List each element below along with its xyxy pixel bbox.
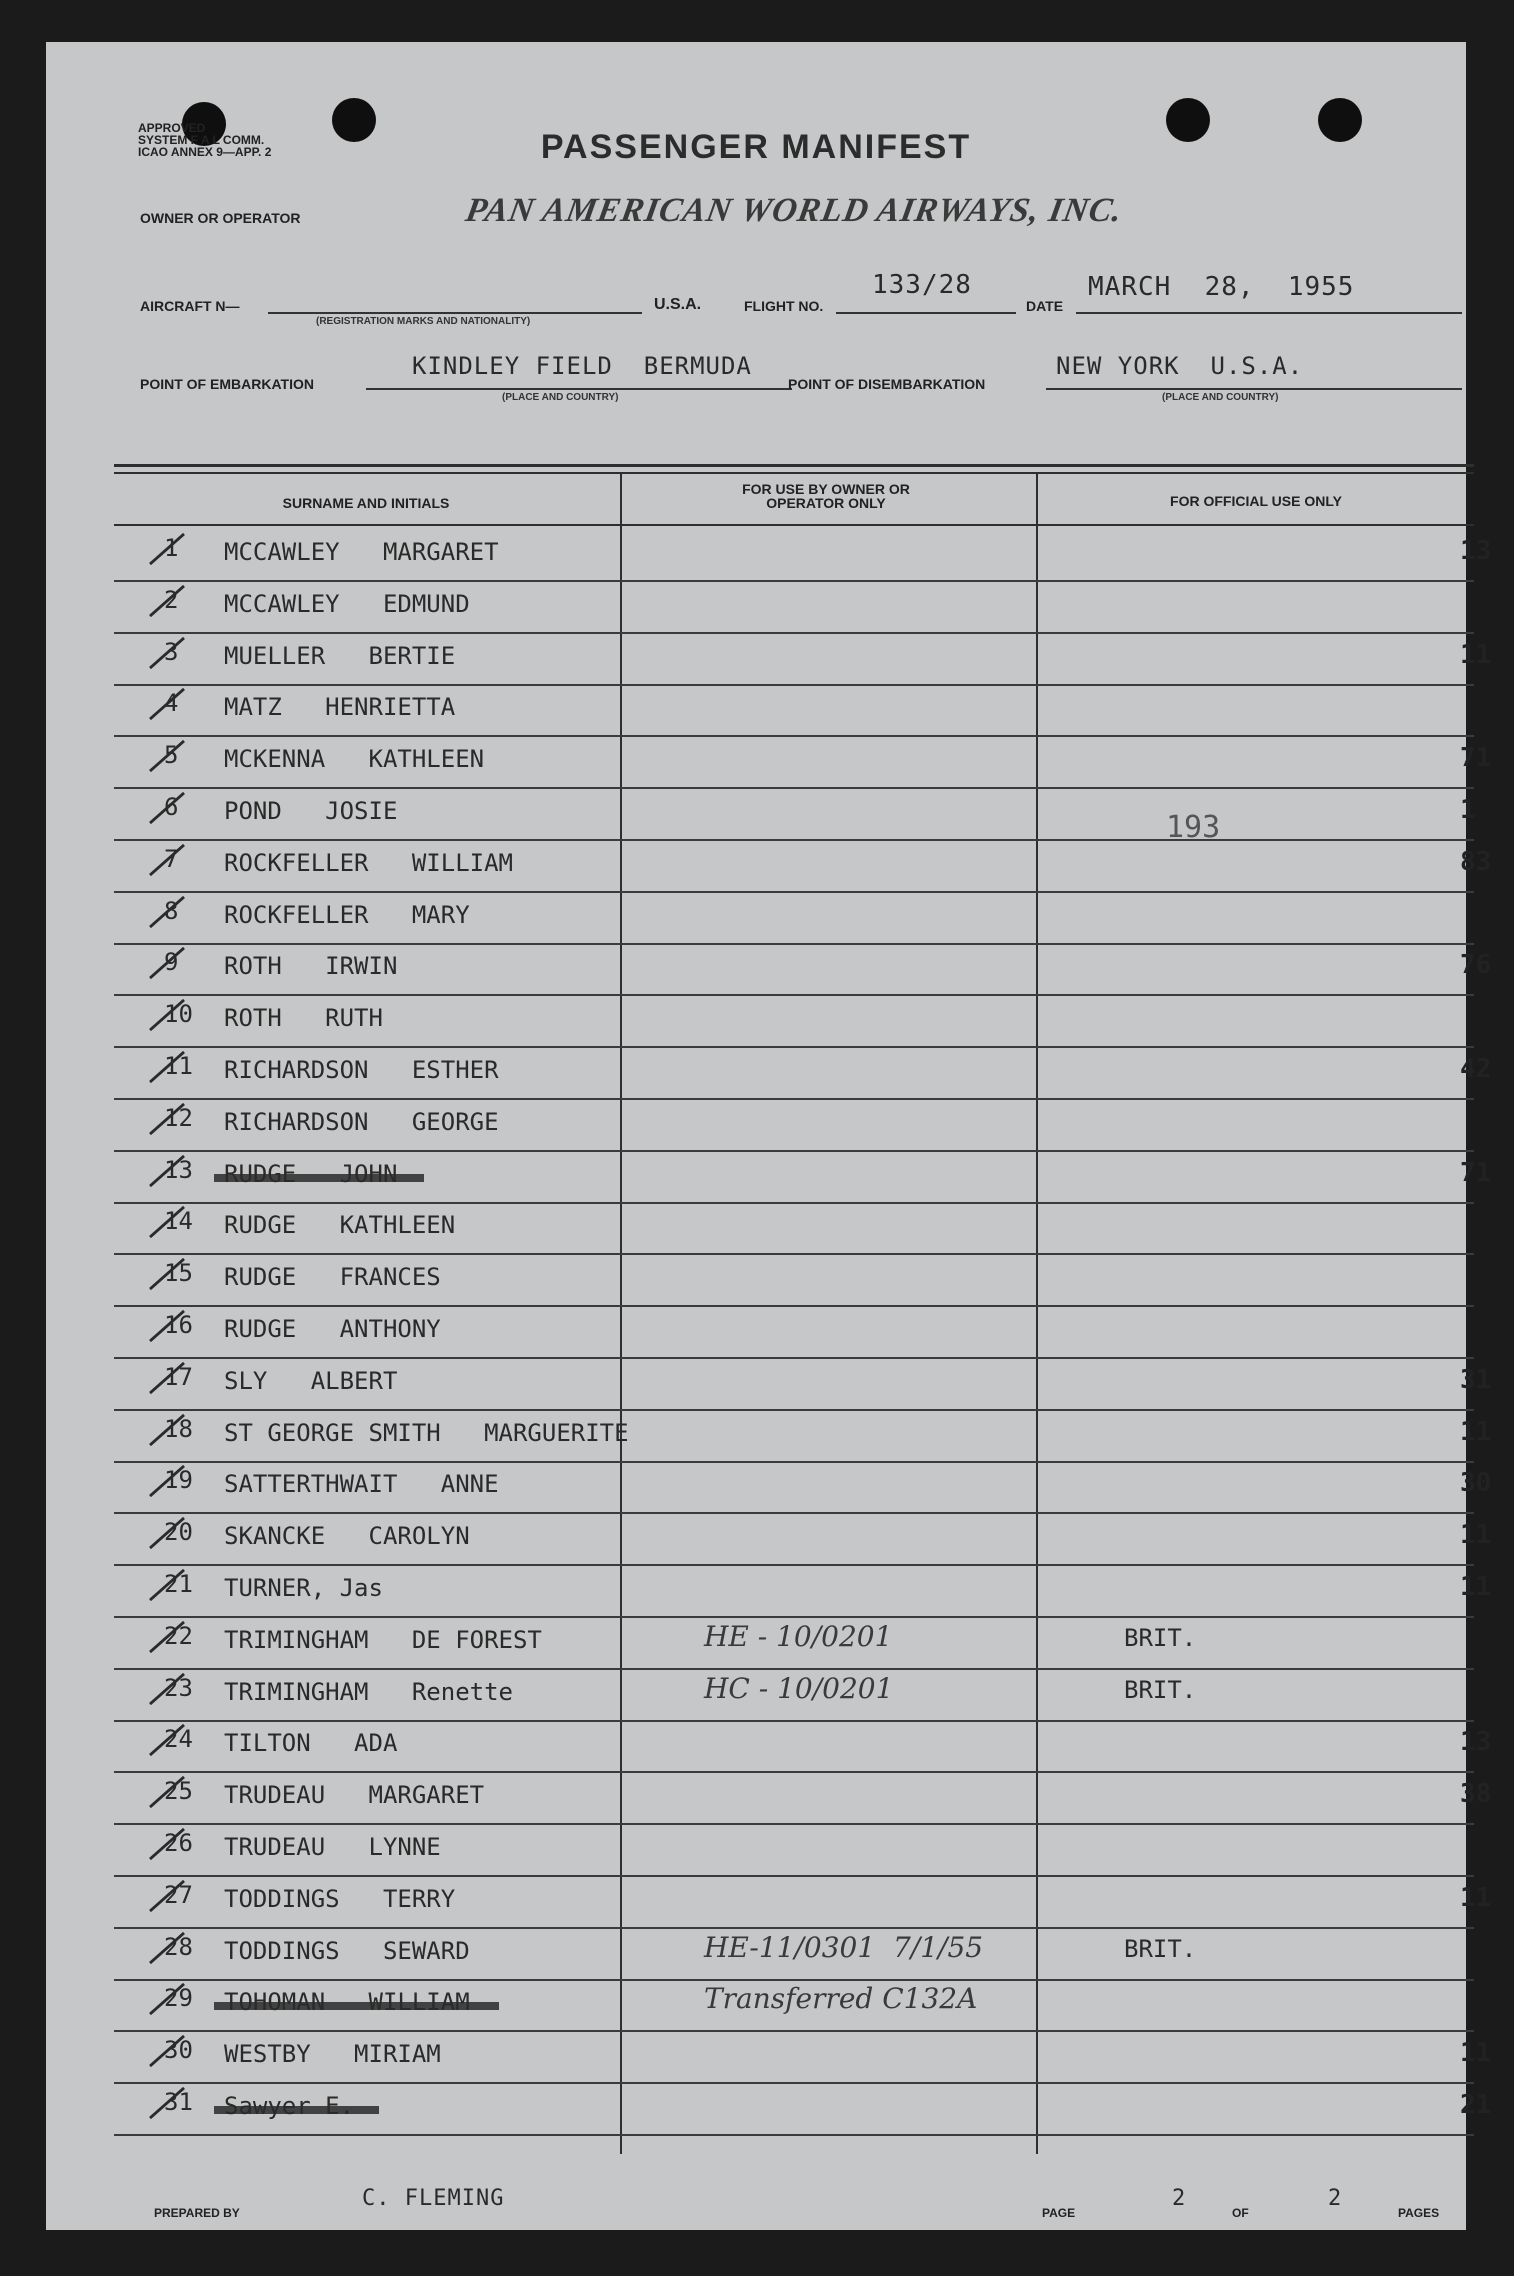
row-number: 10 [164, 1000, 193, 1029]
passenger-row [114, 1514, 1492, 1566]
edge-code: 13 [1460, 1727, 1492, 1758]
passenger-row [114, 1825, 1474, 1877]
edge-code: 38 [1460, 1779, 1492, 1810]
edge-code: 76 [1460, 950, 1492, 981]
passenger-name: TRIMINGHAM Renette [224, 1677, 513, 1706]
row-number: 29 [164, 1984, 193, 2013]
prepared-by-value: C. FLEMING [362, 2186, 505, 2211]
owner-note: HC - 10/0201 [704, 1671, 894, 1705]
row-number: 22 [164, 1621, 193, 1650]
embarkation-value: KINDLEY FIELD BERMUDA [412, 352, 752, 380]
embarkation-caption: (PLACE AND COUNTRY) [502, 392, 619, 403]
passenger-name: SATTERTHWAIT ANNE [224, 1470, 499, 1499]
passenger-row [114, 582, 1474, 634]
passenger-row [114, 1307, 1474, 1359]
aircraft-line [268, 312, 642, 314]
disembarkation-label: POINT OF DISEMBARKATION [788, 376, 986, 392]
approval-line-1: APPROVED [138, 121, 206, 135]
passenger-name: RUDGE FRANCES [224, 1263, 441, 1292]
passenger-row [114, 1566, 1492, 1618]
passenger-name: MCKENNA KATHLEEN [224, 745, 485, 774]
passenger-name: MATZ HENRIETTA [224, 693, 456, 722]
passenger-row [114, 1048, 1492, 1100]
row-number: 13 [164, 1155, 193, 1184]
row-number: 30 [164, 2036, 193, 2065]
edge-code: 11 [1460, 1572, 1492, 1602]
prepared-by-label: PREPARED BY [154, 2206, 240, 2220]
edge-code: 30 [1460, 1468, 1492, 1499]
passenger-row [114, 1359, 1492, 1411]
passenger-row [114, 996, 1474, 1048]
row-number: 28 [164, 1932, 193, 1961]
row-number: 21 [164, 1570, 193, 1598]
manifest-sheet [46, 42, 1492, 2230]
of-label: OF [1232, 2206, 1249, 2220]
surname-column-header: SURNAME AND INITIALS [282, 495, 450, 511]
passenger-row [114, 1618, 1474, 1670]
page-label: PAGE [1042, 2206, 1076, 2220]
page-count: 2 [1328, 2186, 1343, 2211]
passenger-name: ROCKFELLER MARY [224, 900, 470, 929]
passenger-name: TODDINGS SEWARD [224, 1936, 470, 1965]
passenger-row [114, 893, 1474, 945]
disembarkation-line [1046, 388, 1462, 390]
row-number: 17 [164, 1362, 193, 1391]
flight-line [836, 312, 1016, 314]
passenger-row [114, 1100, 1474, 1152]
strikethrough-mark [214, 2002, 499, 2010]
nationality-mark: BRIT. [1124, 1623, 1197, 1652]
owner-note: Transferred C132A [704, 1982, 978, 2016]
approval-line-3: ICAO ANNEX 9—APP. 2 [138, 145, 272, 159]
owner-note: HE-11/0301 7/1/55 [704, 1930, 984, 1964]
strikethrough-mark [214, 1174, 424, 1182]
row-number: 7 [164, 844, 179, 873]
passenger-name: ROTH IRWIN [224, 952, 398, 981]
row-number: 26 [164, 1829, 193, 1857]
passenger-row [114, 1877, 1492, 1929]
passenger-row [114, 1462, 1492, 1514]
edge-code: 71 [1460, 1157, 1492, 1188]
page-number: 2 [1172, 2186, 1187, 2211]
row-number: 18 [164, 1414, 193, 1443]
passenger-name: RICHARDSON GEORGE [224, 1107, 499, 1136]
edge-code: 11 [1460, 2038, 1492, 2069]
owner-label: OWNER OR OPERATOR [140, 210, 301, 226]
passenger-name: TILTON ADA [224, 1729, 398, 1758]
row-number: 11 [164, 1052, 193, 1080]
passenger-name: TURNER, Jas [224, 1574, 383, 1602]
row-number: 19 [164, 1466, 193, 1495]
passenger-name: ST GEORGE SMITH MARGUERITE [224, 1418, 629, 1447]
owner-column-header: FOR USE BY OWNER OR OPERATOR ONLY [742, 481, 910, 511]
embarkation-line [366, 388, 792, 390]
embarkation-label: POINT OF EMBARKATION [140, 376, 314, 392]
flight-number: 133/28 [872, 270, 972, 300]
row-number: 1 [164, 534, 179, 562]
passenger-row [114, 1203, 1474, 1255]
row-number: 9 [164, 948, 179, 977]
passenger-row [114, 944, 1492, 996]
nationality-mark: BRIT. [1124, 1675, 1197, 1704]
passenger-name: POND JOSIE [224, 797, 398, 825]
passenger-name: MUELLER BERTIE [224, 641, 456, 670]
passenger-row [114, 530, 1492, 582]
row-number: 20 [164, 1518, 193, 1547]
row-number: 8 [164, 896, 179, 925]
passenger-name: MCCAWLEY EDMUND [224, 589, 470, 618]
passenger-row [114, 1152, 1492, 1204]
passenger-row [114, 1773, 1492, 1825]
passenger-row [114, 1255, 1474, 1307]
owner-note: HE - 10/0201 [704, 1619, 893, 1653]
date-label: DATE [1026, 298, 1064, 314]
passenger-row [114, 685, 1474, 737]
edge-code: 11 [1460, 639, 1492, 670]
disembarkation-caption: (PLACE AND COUNTRY) [1162, 392, 1279, 403]
passenger-row [114, 1670, 1474, 1722]
form-title: PASSENGER MANIFEST [540, 128, 972, 166]
passenger-name: TRUDEAU MARGARET [224, 1781, 485, 1810]
header-rule-top [114, 464, 1474, 467]
operator-name: PAN AMERICAN WORLD AIRWAYS, INC. [462, 192, 1126, 229]
passenger-name: MCCAWLEY MARGARET [224, 538, 499, 566]
row-number: 16 [164, 1311, 193, 1339]
passenger-row [114, 841, 1492, 893]
nationality-mark: BRIT. [1124, 1934, 1197, 1963]
edge-code: 42 [1460, 1054, 1492, 1084]
disembarkation-value: NEW YORK U.S.A. [1056, 352, 1304, 380]
flight-label: FLIGHT NO. [744, 298, 824, 314]
passenger-row [114, 634, 1492, 686]
row-number: 12 [164, 1103, 193, 1132]
passenger-name: SLY ALBERT [224, 1366, 398, 1395]
passenger-name: ROTH RUTH [224, 1004, 383, 1033]
stamp-note: 193 [1166, 810, 1221, 845]
passenger-row [114, 1980, 1474, 2032]
passenger-name: TRIMINGHAM DE FOREST [224, 1625, 542, 1654]
row-number: 24 [164, 1725, 193, 1754]
row-number: 15 [164, 1259, 193, 1288]
passenger-name: RUDGE KATHLEEN [224, 1211, 456, 1240]
flight-date: MARCH 28, 1955 [1088, 272, 1355, 302]
edge-code: 31 [1460, 1364, 1492, 1395]
edge-code: 71 [1460, 743, 1492, 774]
row-number: 6 [164, 793, 179, 821]
edge-code: 1 [1460, 795, 1476, 825]
row-number: 4 [164, 689, 179, 718]
passenger-name: ROCKFELLER WILLIAM [224, 848, 513, 877]
row-number: 14 [164, 1207, 193, 1236]
passenger-row [114, 1411, 1492, 1463]
passenger-row [114, 2032, 1492, 2084]
edge-code: 11 [1460, 1416, 1492, 1447]
strikethrough-mark [214, 2106, 379, 2114]
passenger-row [114, 789, 1474, 841]
country-prefix: U.S.A. [654, 296, 702, 313]
edge-code: 83 [1460, 846, 1492, 877]
row-number: 31 [164, 2088, 193, 2116]
header-rule-top-2 [114, 472, 1474, 474]
registration-caption: (REGISTRATION MARKS AND NATIONALITY) [316, 316, 531, 327]
passenger-row [114, 1929, 1474, 1981]
header-rule-bottom [114, 524, 1474, 526]
official-column-header: FOR OFFICIAL USE ONLY [1170, 493, 1342, 509]
passenger-name: SKANCKE CAROLYN [224, 1522, 470, 1551]
passenger-name: RUDGE ANTHONY [224, 1315, 441, 1343]
edge-code: 13 [1460, 536, 1492, 566]
date-line [1076, 312, 1462, 314]
edge-code: 11 [1460, 1882, 1492, 1913]
row-number: 27 [164, 1880, 193, 1909]
passenger-row [114, 737, 1492, 789]
row-number: 25 [164, 1777, 193, 1806]
pages-label: PAGES [1398, 2206, 1440, 2220]
passenger-name: TODDINGS TERRY [224, 1884, 456, 1913]
approval-line-2: SYSTEM F A L COMM. [138, 133, 265, 147]
passenger-name: WESTBY MIRIAM [224, 2040, 441, 2069]
edge-code: 21 [1460, 2090, 1492, 2120]
row-number: 23 [164, 1673, 193, 1702]
row-number: 5 [164, 741, 179, 770]
edge-code: 11 [1460, 1520, 1492, 1551]
passenger-name: RICHARDSON ESTHER [224, 1056, 499, 1084]
aircraft-label: AIRCRAFT N— [140, 298, 240, 314]
passenger-row [114, 1721, 1492, 1773]
row-number: 3 [164, 637, 179, 666]
passenger-name: TRUDEAU LYNNE [224, 1833, 441, 1861]
passenger-row [114, 2084, 1492, 2136]
row-number: 2 [164, 585, 179, 614]
